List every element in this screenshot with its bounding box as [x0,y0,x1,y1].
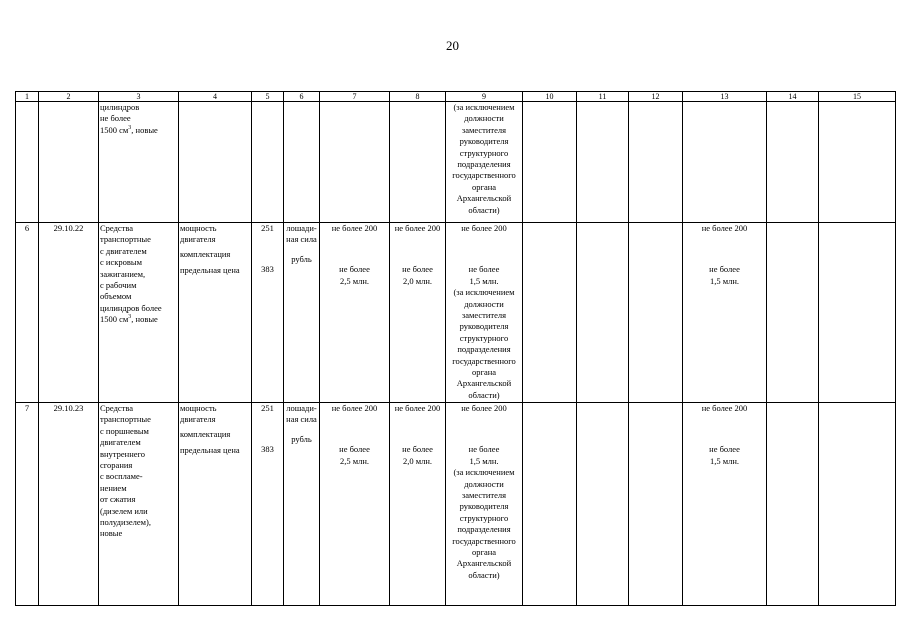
column-number: 14 [767,92,819,102]
okpd-code-cell: 29.10.22 [39,223,99,403]
unit-cell: лошади- ная сила рубль [284,403,320,606]
product-name-cell: Средства транспортные с поршневым двигателем внутреннего сгорания с воспламе- нением от сжатия (дизелем или полудизелем), новые [99,403,179,606]
column-number: 12 [629,92,683,102]
column-number: 4 [179,92,252,102]
okei-code-cell: 251 383 [252,403,284,606]
column-number: 1 [16,92,39,102]
unit-cell: лошади- ная сила рубль [284,223,320,403]
column-numbers-row [16,92,896,102]
column9-value-cell: не более 200 не более 1,5 млн. (за исключением должности заместителя руководителя структурного подразделения государственного органа Архангельской области) [446,403,523,606]
procurement-requirements-table [15,91,896,606]
column7-value-cell: не более 200 не более 2,5 млн. [320,223,390,403]
row-number-cell: 7 [16,403,39,606]
characteristics-cell [179,403,252,606]
product-name-cell: цилиндров не более 1500 $см^3$, новые [99,102,179,223]
char-power: мощность двигателя [180,403,217,425]
column-number: 15 [819,92,896,102]
char-power: мощность двигателя [180,223,217,245]
row-number-cell: 6 [16,223,39,403]
page-number: 20 [446,38,459,53]
table-row [16,403,896,606]
column-number: 8 [390,92,446,102]
column8-value-cell: не более 200 не более 2,0 млн. [390,403,446,606]
column13-value-cell: не более 200 не более 1,5 млн. [683,403,767,606]
char-equipment: комплектация [180,428,231,439]
char-price: предельная цена [180,265,240,276]
product-name-cell: Средства транспортные с двигателем с искровым зажиганием, с рабочим объемом цилиндров более 1500 $см^3$, новые [99,223,179,403]
characteristics-cell [179,223,252,403]
okei-code-cell: 251 383 [252,223,284,403]
column-number: 13 [683,92,767,102]
column9-value-cell: не более 200 не более 1,5 млн. (за исключением должности заместителя руководителя структурного подразделения государственного органа Архангельской области) [446,223,523,403]
column13-value-cell: не более 200 не более 1,5 млн. [683,223,767,403]
column-number: 6 [284,92,320,102]
column-number: 3 [99,92,179,102]
column8-value-cell: не более 200 не более 2,0 млн. [390,223,446,403]
column-number: 7 [320,92,390,102]
table-row-continuation [16,102,896,223]
column-number: 11 [577,92,629,102]
column-number: 2 [39,92,99,102]
column9-note-cell: (за исключением должности заместителя руководителя структурного подразделения государственного органа Архангельской области) [446,102,523,223]
okpd-code-cell: 29.10.23 [39,403,99,606]
char-equipment: комплектация [180,248,231,259]
char-price: предельная цена [180,445,240,456]
table-row [16,223,896,403]
column-number: 9 [446,92,523,102]
column7-value-cell: не более 200 не более 2,5 млн. [320,403,390,606]
column-number: 10 [523,92,577,102]
column-number: 5 [252,92,284,102]
